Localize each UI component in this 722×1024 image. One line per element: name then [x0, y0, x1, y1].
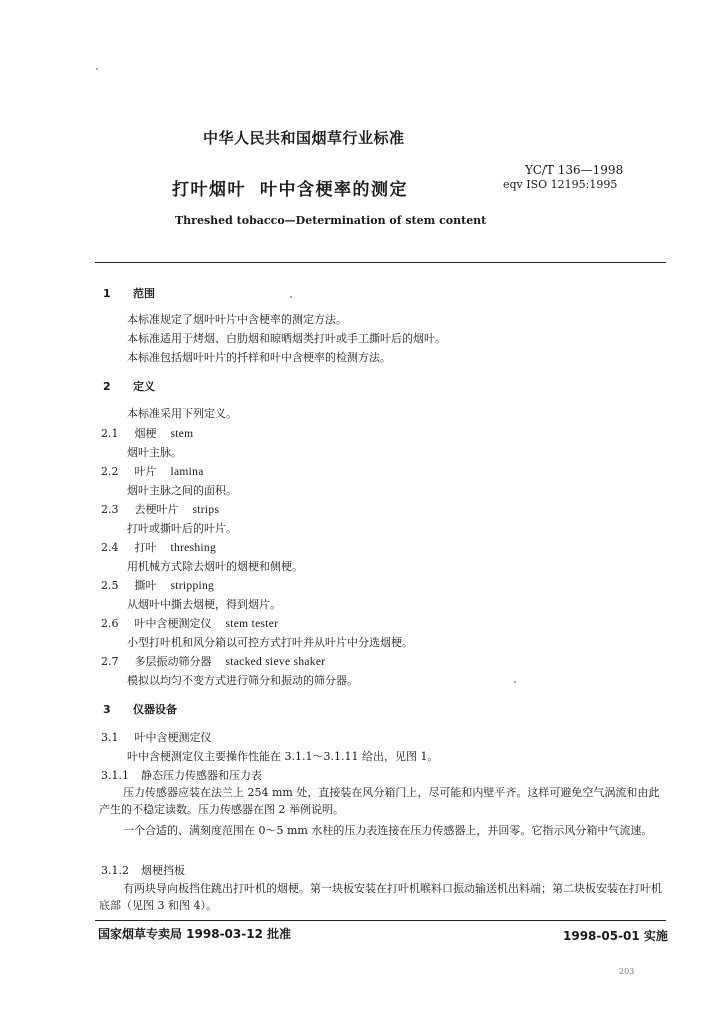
term-en: stacked sieve shaker	[225, 656, 326, 668]
section-title: 仪器设备	[133, 703, 177, 716]
implementation-date: 1998-05-01 实施	[563, 929, 668, 943]
title-part1: 打叶烟叶	[172, 180, 246, 200]
subsection-3-1-heading	[101, 729, 212, 745]
term-zh: 烟梗	[134, 427, 157, 440]
definition-term-row	[101, 425, 193, 441]
section-number: 1	[103, 287, 111, 300]
clause-number: 2.6	[101, 617, 119, 630]
issuing-organization: 中华人民共和国烟草行业标准	[203, 129, 405, 147]
section-title: 范围	[133, 287, 155, 300]
footer-divider	[95, 920, 666, 921]
definition-term-row	[101, 577, 214, 593]
term-zh: 叶片	[134, 465, 157, 478]
scan-speck	[290, 296, 292, 298]
definition-description: 用机械方式除去烟叶的烟梗和侧梗。	[127, 560, 303, 573]
section-title: 定义	[133, 380, 155, 393]
definition-description: 模拟以均匀不变方式进行筛分和振动的筛分器。	[127, 674, 358, 687]
term-en: lamina	[170, 466, 204, 478]
section-number: 3	[103, 703, 111, 716]
approval-date: 国家烟草专卖局 1998-03-12 批准	[98, 927, 292, 941]
paragraph: 本标准包括烟叶叶片的扦样和叶中含梗率的检测方法。	[127, 351, 391, 364]
definition-description: 烟叶主脉。	[127, 446, 182, 459]
page-number: 203	[619, 967, 635, 976]
term-en: stripping	[170, 580, 215, 592]
section-number: 2	[103, 380, 111, 393]
subsection-3-1-1-heading	[101, 767, 262, 783]
term-zh: 多层振动筛分器	[134, 655, 212, 668]
clause-title: 静态压力传感器和压力表	[141, 769, 262, 782]
term-zh: 去梗叶片	[134, 503, 179, 516]
clause-number: 2.7	[101, 655, 119, 668]
definition-description: 小型打叶机和风分箱以可控方式打叶并从叶片中分选烟梗。	[127, 636, 413, 649]
clause-number: 2.3	[101, 503, 119, 516]
clause-number: 2.4	[101, 541, 119, 554]
term-en: threshing	[170, 542, 216, 554]
clause-number: 3.1	[101, 731, 119, 744]
paragraph: 压力传感器应装在法兰上 254 mm 处，直接装在风分箱门上，尽可能和内壁平齐。这样可避免空气涡流和由此产生的不稳定读数。压力传感器在图 2 举例说明。	[99, 786, 660, 816]
document-title-en: Threshed tobacco—Determination of stem content	[175, 214, 487, 227]
clause-number: 3.1.1	[101, 769, 129, 782]
paragraph: 本标准适用于烤烟、白肋烟和晾晒烟类打叶或手工撕叶后的烟叶。	[127, 332, 446, 345]
title-part2: 叶中含梗率的测定	[260, 180, 408, 200]
paragraph: 叶中含梗测定仪主要操作性能在 3.1.1～3.1.11 给出，见图 1。	[127, 750, 439, 763]
clause-number: 2.2	[101, 465, 119, 478]
term-zh: 撕叶	[134, 579, 157, 592]
subsection-3-1-2-heading	[101, 862, 185, 878]
document-title-zh	[172, 175, 408, 200]
term-en: stem	[170, 428, 194, 440]
clause-title: 叶中含梗测定仪	[134, 731, 212, 744]
term-zh: 打叶	[134, 541, 157, 554]
clause-number: 2.5	[101, 579, 119, 592]
section-1-heading	[103, 285, 155, 301]
header-divider	[95, 262, 666, 263]
definition-description: 烟叶主脉之间的面积。	[127, 484, 237, 497]
paragraph: 一个合适的、满刻度范围在 0～5 mm 水柱的压力表连接在压力传感器上，并回零。它指示风分箱中气流速。	[123, 824, 653, 837]
definition-term-row	[101, 539, 216, 555]
scan-speck	[96, 68, 98, 70]
standard-code: YC/T 136—1998	[525, 163, 624, 177]
paragraph: 本标准规定了烟叶叶片中含梗率的测定方法。	[127, 313, 347, 326]
term-en: strips	[192, 504, 220, 516]
definition-description: 从烟叶中撕去烟梗，得到烟片。	[127, 598, 281, 611]
paragraph: 本标准采用下列定义。	[127, 407, 237, 420]
definition-description: 打叶或撕叶后的叶片。	[127, 522, 237, 535]
clause-title: 烟梗挡板	[141, 864, 185, 877]
equivalent-standard: eqv ISO 12195:1995	[503, 178, 618, 191]
definition-term-row	[101, 463, 204, 479]
section-3-heading	[103, 701, 177, 717]
term-zh: 叶中含梗测定仪	[134, 617, 212, 630]
definition-term-row	[101, 501, 219, 517]
definition-term-row	[101, 615, 278, 631]
paragraph: 有两块导向板挡住跳出打叶机的烟梗。第一块板安装在打叶机喉料口振动输送机出料端；第二块板安装在打叶机底部（见图 3 和图 4）。	[99, 882, 662, 912]
term-en: stem tester	[225, 618, 279, 630]
definition-term-row	[101, 653, 325, 669]
clause-number: 3.1.2	[101, 864, 129, 877]
clause-number: 2.1	[101, 427, 119, 440]
section-2-heading	[103, 378, 155, 394]
scan-speck	[514, 681, 516, 683]
